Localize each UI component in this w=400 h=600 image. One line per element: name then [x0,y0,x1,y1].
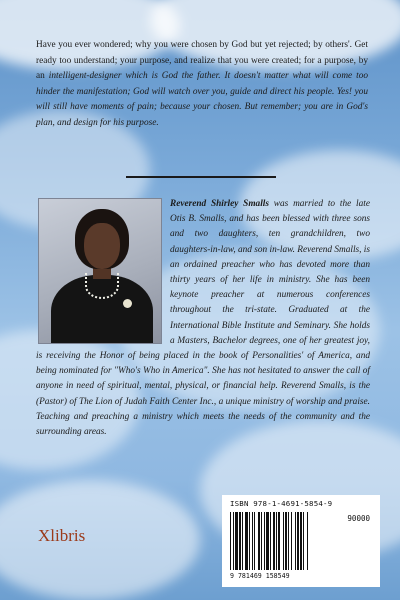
blurb-italic: intelligent-designer which is God the father. It doesn't matter what will come too hinder the manifestation; God will watch over you, guide and direct his people. Yes! you will still have moments of pain; because your chosen. But remember; you are in God's plan, and design for his purpose. [36,71,368,128]
divider [126,176,276,178]
price-code: 90000 [347,514,370,523]
blurb-plain: Have you ever wondered; why you were chosen by God but yet rejected; by others'. Get ready too understand; your purpose, and realize that you were created; for a purpose, by an [36,40,368,82]
back-cover-blurb [36,38,368,132]
author-bio [36,197,370,440]
publisher-logo: Xlibris [38,526,86,545]
ean-number: 9 781469 158549 [230,572,290,580]
author-bio-text: was married to the late Otis B. Smalls, and has been blessed with three sons and two daughters, ten grandchildren, two daughters-in-law, and son in-law. Reverend Smalls, is an ordained preacher who has devoted more than thirty years of her life in ministry. She has been keynote preacher at numerous conferences throughout the tri-state. Graduated at the International Bible Institute and Seminary. She holds a Masters, Bachelor degrees, one of her greatest joy, is receiving the Honor of being placed in the book of Personalities' of America, and being nominated for "Who's Who in America". She has not hesitated to answer the call of anyone in need of spiritual, mental, physical, or financial help. Reverend Smalls, is the (Pastor) of The Lion of Judah Faith Center Inc., a unique ministry of worship and praise. Teaching and preaching a ministry which meets the needs of the community and the surrounding areas. [36,199,370,438]
author-name: Reverend Shirley Smalls [170,199,269,209]
isbn-text: ISBN 978-1-4691-5854-9 [230,499,333,508]
isbn-barcode [222,495,380,587]
